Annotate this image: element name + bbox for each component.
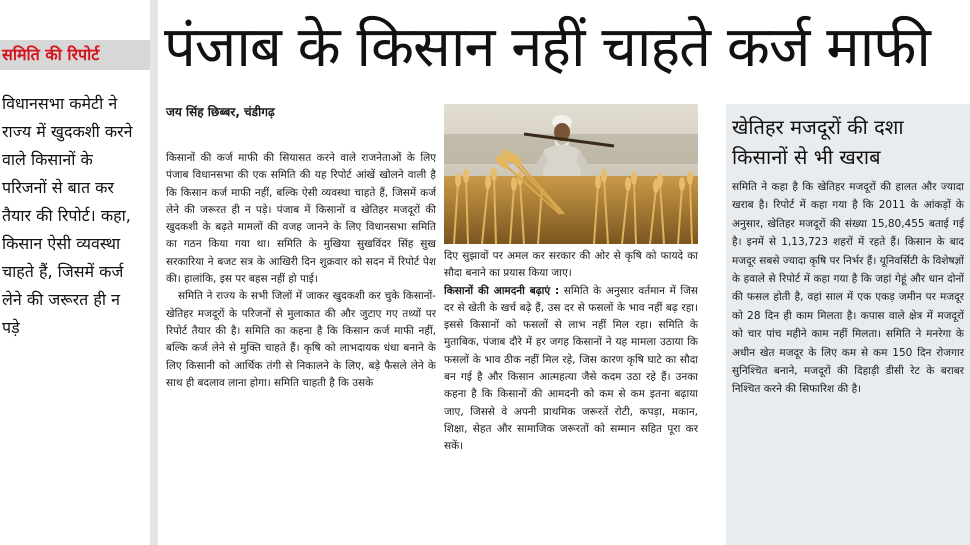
article-paragraph xyxy=(444,283,698,456)
section-subhead: किसानों की आमदनी बढ़ाएं : xyxy=(444,284,560,297)
section-tag-label: समिति की रिपोर्ट xyxy=(2,45,100,64)
sidebar-box xyxy=(726,104,970,545)
sidebar-summary: विधानसभा कमेटी ने राज्य में खुदकशी करने वाले किसानों के परिजनों से बात कर तैयार की रिपोर्ट। कहा, किसान ऐसी व्यवस्था चाहते हैं, जिसमें कर्ज लेने की जरूरत ही न पड़े xyxy=(2,94,133,337)
article-paragraph: किसानों की कर्ज माफी की सियासत करने वाले राजनेताओं के लिए पंजाब विधानसभा की एक समिति की यह रिपोर्ट आंखें खोलने वाली है कि किसान कर्ज माफी नहीं, बल्कि ऐसी व्यवस्था चाहते हैं, जिसमें कर्ज लेने की जरूरत ही न पड़े। पंजाब में किसानों व खेतिहर मजदूरों की खुदकशी के बढ़ते मामलों की वजह जानने के लिए विधानसभा समिति का गठन किया गया था। समिति के मुखिया सुखविंदर सिंह सुख सरकारिया ने बजट सत्र के आखिरी दिन शुक्रवार को सदन में रिपोर्ट पेश की। हालांकि, इस पर बहस नहीं हो पाई। xyxy=(166,152,436,286)
farmer-in-wheat-field-photo xyxy=(444,104,698,244)
headline: पंजाब के किसान नहीं चाहते कर्ज माफी xyxy=(164,15,930,80)
section-tag xyxy=(0,40,150,70)
box-title: खेतिहर मजदूरों की दशा किसानों से भी खराब xyxy=(732,115,904,169)
section-body: समिति के अनुसार वर्तमान में जिस दर से खेती के खर्च बढ़े हैं, उस दर से फसलों के भाव नहीं बढ़ रहा। इससे किसानों को फसलों से लाभ नहीं मिल रहा। समिति के मुताबिक, पंजाब दौरे में हर जगह किसानों ने यह मामला उठाया कि फसलों के भाव ठीक नहीं मिल रहे, जिस कारण कृषि घाटे का सौदा बन गई है और किसान आत्महत्या जैसे कदम उठा रहे हैं। उनका कहना है कि किसानों की आमदनी को कम से कम इतना बढ़ाया जाए, जिससे वे अपनी प्राथमिक जरूरतें रोटी, कपड़ा, मकान, शिक्षा, सेहत और सामाजिक जरूरतों को सम्मान सहित पूरा कर सकें। xyxy=(444,284,698,453)
article-paragraph: समिति ने राज्य के सभी जिलों में जाकर खुदकशी कर चुके किसानों-खेतिहर मजदूरों के परिजनों से मुलाकात की और जुटाए गए तथ्यों पर रिपोर्ट तैयार की है। समिति का कहना है कि किसान कर्ज माफी नहीं, बल्कि कर्ज लेने से मुक्ति चाहते हैं। कृषि को लाभदायक धंधा बनाने के लिए किसानी को आर्थिक तंगी से निकालने के लिए, बड़े फैसले लेने के साथ ही बदलाव लाना होगा। समिति चाहती है कि उसके xyxy=(166,290,436,389)
box-body: समिति ने कहा है कि खेतिहर मजदूरों की हालत और ज्यादा खराब है। रिपोर्ट में कहा गया है कि 2011 के आंकड़ों के अनुसार, खेतिहर मजदूरों की संख्या 15,80,455 बताई गई है। इनमें से 1,13,723 शहरों में रहते हैं। किसान के बाद मजदूर सबसे ज्यादा कृषि पर निर्भर हैं। यूनिवर्सिटी के विशेषज्ञों के हवाले से रिपोर्ट में कहा गया है कि जहां गेहूं और धान दोनों की फसल होती है, वहां साल में एक एकड़ जमीन पर मजदूर को 28 दिन ही काम मिलता है। कपास वाले क्षेत्र में मजदूरों को चार पांच महीने काम नहीं मिलता। समिति ने मनरेगा के अधीन खेत मजदूर के लिए कम से कम 150 दिन रोजगार सुनिश्चित बनाने, मजदूरों की दिहाड़ी डीसी रेट के बराबर निश्चित करने की सिफारिश की है। xyxy=(732,181,964,396)
article-paragraph: दिए सुझावों पर अमल कर सरकार की ओर से कृषि को फायदे का सौदा बनाने का प्रयास किया जाए। xyxy=(444,250,698,280)
article-column-1 xyxy=(166,150,436,542)
article-column-2 xyxy=(444,248,698,542)
column-divider xyxy=(150,0,158,545)
byline: जय सिंह छिब्बर, चंडीगढ़ xyxy=(166,105,275,119)
